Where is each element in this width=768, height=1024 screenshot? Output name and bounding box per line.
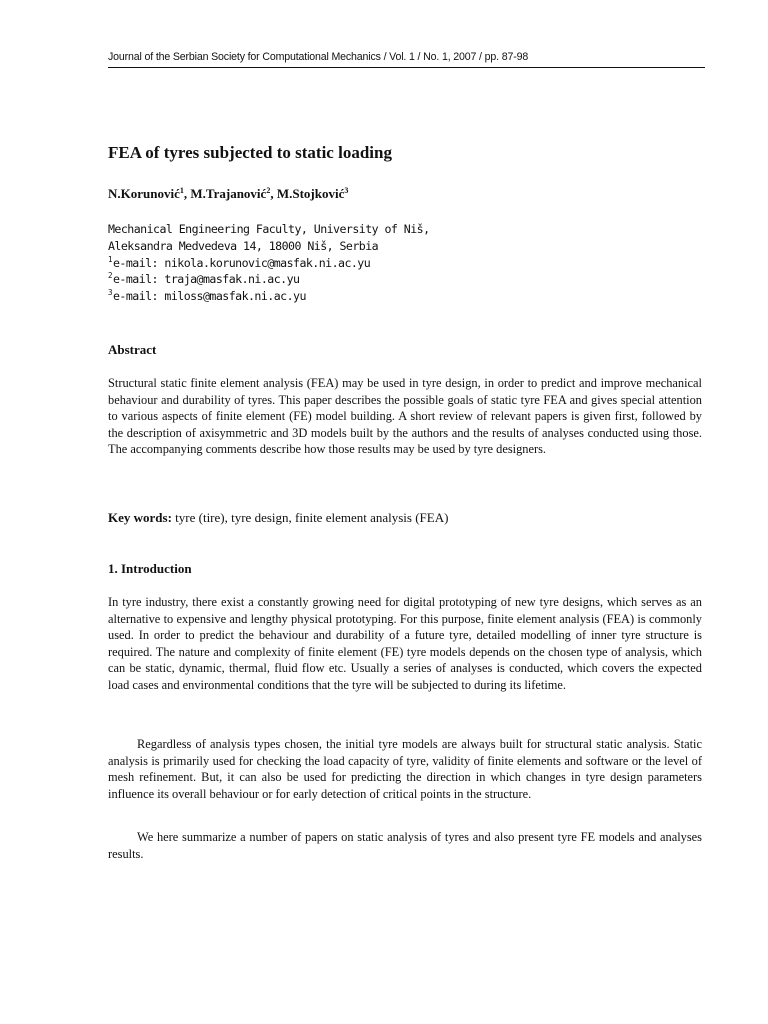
- author-name: M.Trajanović: [190, 186, 267, 201]
- email-line: [108, 255, 705, 272]
- author-name: N.Korunović: [108, 186, 180, 201]
- email-line: [108, 288, 705, 305]
- author-name: M.Stojković: [276, 186, 345, 201]
- keywords-label: Key words:: [108, 510, 172, 525]
- email-text: e-mail: traja@masfak.ni.ac.yu: [112, 272, 300, 287]
- author-list: [108, 186, 348, 202]
- affiliation-line: Mechanical Engineering Faculty, University of Niš,: [108, 222, 430, 236]
- affiliation-block: [108, 221, 705, 305]
- section-heading-introduction: 1. Introduction: [108, 561, 192, 576]
- abstract-text: Structural static finite element analysis (FEA) may be used in tyre design, in order to predict and improve mechanical behaviour and durability of tyres. This paper describes the possible goals of static tyre FEA and gives special attention to various aspects of finite element (FE) model building. A short review of relevant papers is given first, followed by the description of axisymmetric and 3D models built by the authors and the results of analyses conducted using those. The accompanying comments describe how those results may be used by tyre designers.: [108, 376, 702, 456]
- affiliation-line: Aleksandra Medvedeva 14, 18000 Niš, Serbia: [108, 238, 379, 253]
- author-affil-marker: 2: [266, 186, 271, 195]
- email-text: e-mail: nikola.korunovic@masfak.ni.ac.yu: [112, 255, 371, 270]
- author-separator: ,: [270, 186, 277, 201]
- abstract-heading: Abstract: [108, 342, 157, 357]
- header-rule: [108, 67, 705, 68]
- intro-paragraph: In tyre industry, there exist a constantly growing need for digital prototyping of new tyre designs, which serves as an alternative to expensive and lengthy physical prototyping. For this purpose, finite element analysis (FEA) is commonly used. In order to predict the behaviour and durability of a future tyre, detailed modelling of inner tyre structure is required. The nature and complexity of finite element (FE) tyre models depends on the chosen type of analysis, which can be static, dynamic, thermal, fluid flow etc. Usually a series of analyses is conducted, which covers the expected load cases and environmental conditions that the tyre will be subjected to during its lifetime.: [108, 595, 702, 692]
- email-line: [108, 271, 705, 288]
- intro-paragraph: We here summarize a number of papers on static analysis of tyres and also present tyre FE models and analyses results.: [108, 830, 702, 861]
- email-marker: 3: [108, 288, 112, 298]
- paper-title: FEA of tyres subjected to static loading: [108, 143, 392, 162]
- email-marker: 1: [108, 254, 112, 264]
- keywords-text: tyre (tire), tyre design, finite element analysis (FEA): [171, 510, 449, 525]
- journal-header: Journal of the Serbian Society for Computational Mechanics / Vol. 1 / No. 1, 2007 / pp. 87-98: [108, 51, 529, 63]
- author-affil-marker: 1: [179, 186, 184, 195]
- author-affil-marker: 3: [344, 186, 349, 195]
- intro-paragraph: Regardless of analysis types chosen, the initial tyre models are always built for structural static analysis. Static analysis is primarily used for checking the load capacity of tyre, validity of finite elements and software or the level of mesh refinement. But, it can also be used for predicting the direction in which changes in tyre design parameters influence its overall behaviour or for early detection of critical points in the structure.: [108, 737, 702, 801]
- keywords-line: [108, 510, 705, 526]
- email-text: e-mail: miloss@masfak.ni.ac.yu: [112, 289, 306, 304]
- email-marker: 2: [108, 271, 112, 281]
- author-separator: ,: [183, 186, 191, 201]
